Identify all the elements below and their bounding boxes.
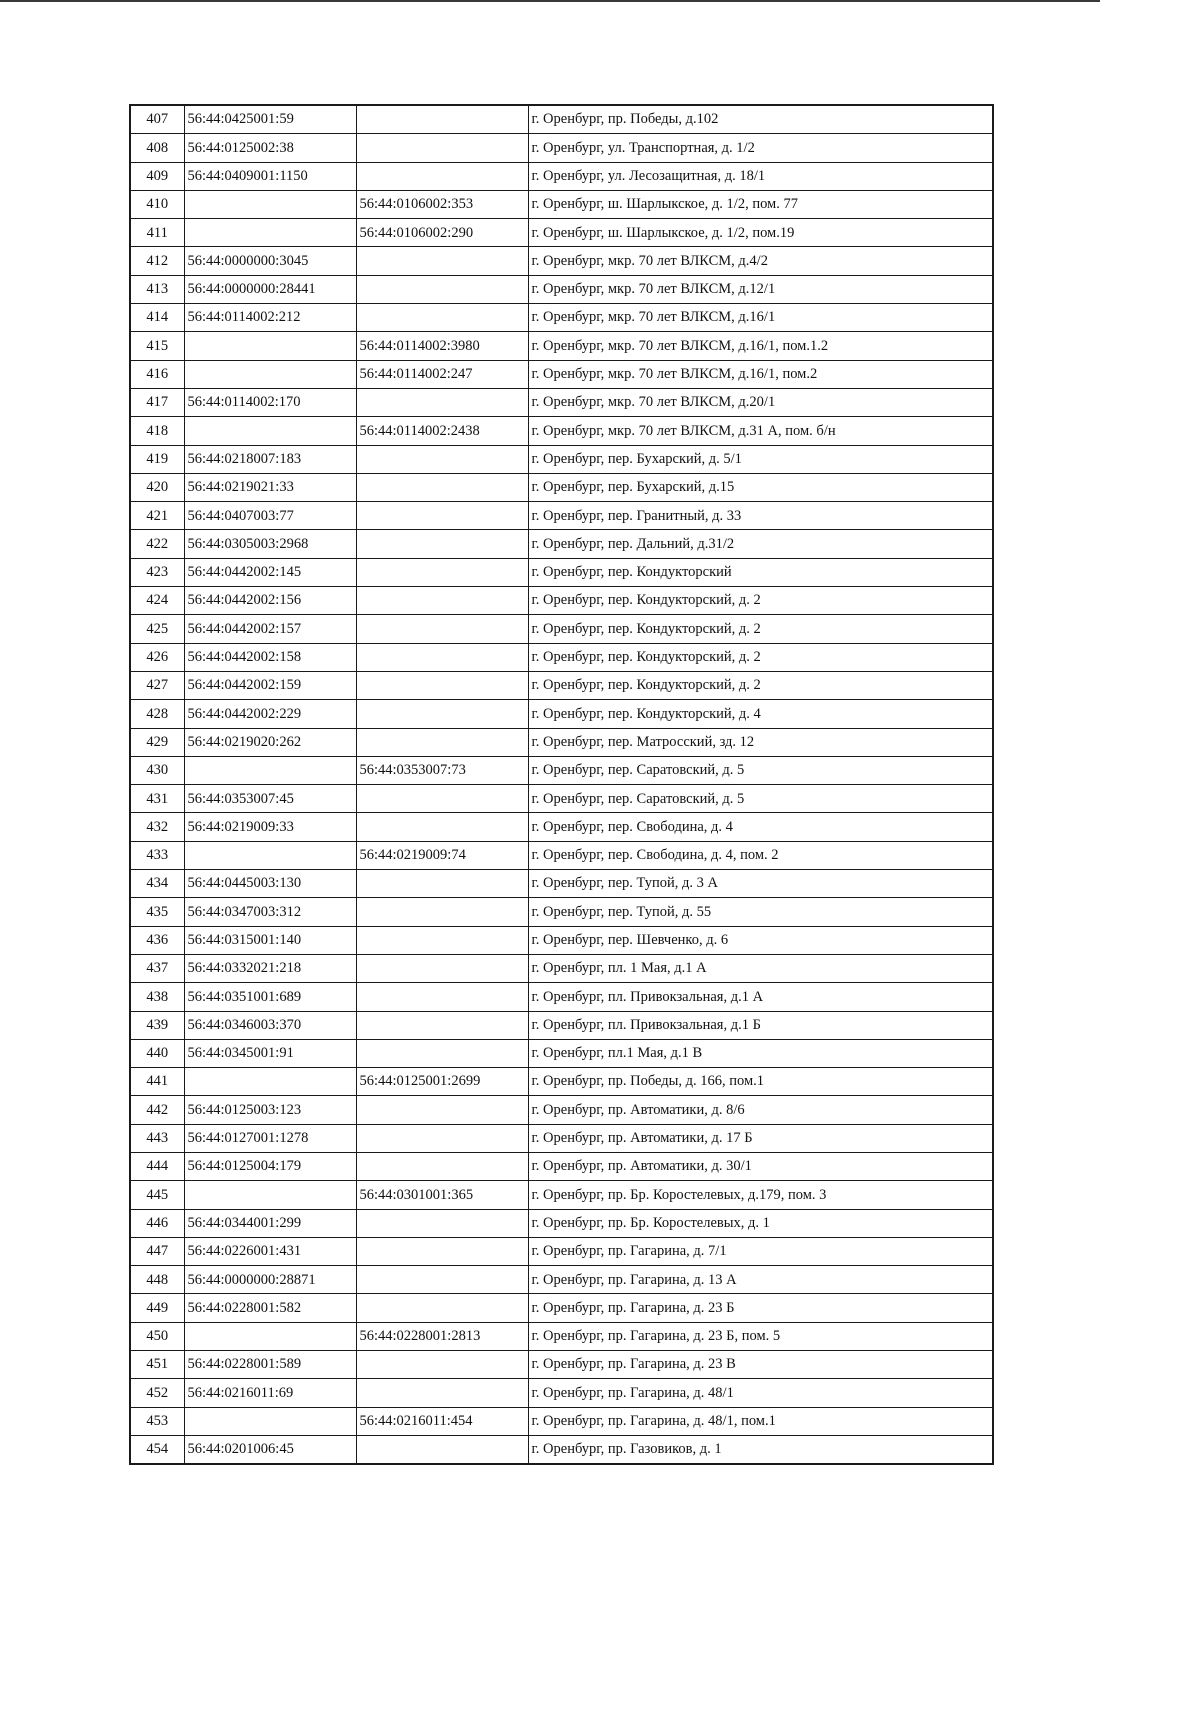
address-cell: г. Оренбург, мкр. 70 лет ВЛКСМ, д.16/1 — [528, 304, 993, 332]
address-cell: г. Оренбург, пер. Бухарский, д.15 — [528, 473, 993, 501]
cadastral-number-cell: 56:44:0442002:145 — [184, 558, 356, 586]
table-row — [130, 1152, 993, 1180]
table-row — [130, 983, 993, 1011]
premises-cadastral-number-cell — [356, 926, 528, 954]
address-cell: г. Оренбург, пр. Автоматики, д. 17 Б — [528, 1124, 993, 1152]
cadastral-number-cell: 56:44:0125004:179 — [184, 1152, 356, 1180]
premises-cadastral-number-cell — [356, 643, 528, 671]
row-number-cell: 414 — [130, 304, 184, 332]
table-body — [130, 105, 993, 1464]
cadastral-number-cell: 56:44:0114002:170 — [184, 388, 356, 416]
address-cell: г. Оренбург, пл.1 Мая, д.1 В — [528, 1039, 993, 1067]
address-cell: г. Оренбург, пр. Гагарина, д. 23 В — [528, 1351, 993, 1379]
cadastral-number-cell — [184, 417, 356, 445]
row-number-cell: 410 — [130, 190, 184, 218]
cadastral-number-cell: 56:44:0114002:212 — [184, 304, 356, 332]
address-cell: г. Оренбург, пер. Саратовский, д. 5 — [528, 756, 993, 784]
premises-cadastral-number-cell: 56:44:0106002:290 — [356, 219, 528, 247]
cadastral-number-cell: 56:44:0442002:157 — [184, 615, 356, 643]
table-row — [130, 1068, 993, 1096]
row-number-cell: 448 — [130, 1266, 184, 1294]
cadastral-number-cell — [184, 841, 356, 869]
row-number-cell: 441 — [130, 1068, 184, 1096]
table-row — [130, 219, 993, 247]
premises-cadastral-number-cell — [356, 445, 528, 473]
premises-cadastral-number-cell — [356, 898, 528, 926]
table-row — [130, 643, 993, 671]
address-cell: г. Оренбург, пер. Кондукторский, д. 4 — [528, 700, 993, 728]
address-cell: г. Оренбург, пр. Бр. Коростелевых, д. 1 — [528, 1209, 993, 1237]
table-row — [130, 700, 993, 728]
address-cell: г. Оренбург, пр. Гагарина, д. 48/1 — [528, 1379, 993, 1407]
table-row — [130, 1435, 993, 1464]
cadastral-number-cell: 56:44:0442002:159 — [184, 671, 356, 699]
row-number-cell: 438 — [130, 983, 184, 1011]
address-cell: г. Оренбург, пер. Тупой, д. 55 — [528, 898, 993, 926]
premises-cadastral-number-cell: 56:44:0216011:454 — [356, 1407, 528, 1435]
cadastral-number-cell: 56:44:0226001:431 — [184, 1237, 356, 1265]
address-cell: г. Оренбург, мкр. 70 лет ВЛКСМ, д.4/2 — [528, 247, 993, 275]
address-cell: г. Оренбург, пр. Гагарина, д. 23 Б, пом. 5 — [528, 1322, 993, 1350]
address-cell: г. Оренбург, пер. Кондукторский — [528, 558, 993, 586]
cadastral-number-cell: 56:44:0351001:689 — [184, 983, 356, 1011]
premises-cadastral-number-cell — [356, 671, 528, 699]
address-cell: г. Оренбург, пр. Автоматики, д. 8/6 — [528, 1096, 993, 1124]
premises-cadastral-number-cell — [356, 105, 528, 134]
address-cell: г. Оренбург, пер. Кондукторский, д. 2 — [528, 671, 993, 699]
table-row — [130, 954, 993, 982]
row-number-cell: 430 — [130, 756, 184, 784]
row-number-cell: 435 — [130, 898, 184, 926]
premises-cadastral-number-cell — [356, 813, 528, 841]
row-number-cell: 409 — [130, 162, 184, 190]
row-number-cell: 454 — [130, 1435, 184, 1464]
table-row — [130, 304, 993, 332]
address-cell: г. Оренбург, ул. Лесозащитная, д. 18/1 — [528, 162, 993, 190]
row-number-cell: 424 — [130, 587, 184, 615]
premises-cadastral-number-cell: 56:44:0114002:3980 — [356, 332, 528, 360]
premises-cadastral-number-cell — [356, 615, 528, 643]
cadastral-number-cell: 56:44:0216011:69 — [184, 1379, 356, 1407]
address-cell: г. Оренбург, пр. Гагарина, д. 7/1 — [528, 1237, 993, 1265]
premises-cadastral-number-cell: 56:44:0114002:2438 — [356, 417, 528, 445]
row-number-cell: 412 — [130, 247, 184, 275]
premises-cadastral-number-cell: 56:44:0114002:247 — [356, 360, 528, 388]
row-number-cell: 425 — [130, 615, 184, 643]
cadastral-number-cell: 56:44:0332021:218 — [184, 954, 356, 982]
address-cell: г. Оренбург, мкр. 70 лет ВЛКСМ, д.31 А, пом. б/н — [528, 417, 993, 445]
table-row — [130, 1266, 993, 1294]
row-number-cell: 446 — [130, 1209, 184, 1237]
table-row — [130, 388, 993, 416]
premises-cadastral-number-cell — [356, 473, 528, 501]
cadastral-number-cell: 56:44:0442002:229 — [184, 700, 356, 728]
premises-cadastral-number-cell — [356, 304, 528, 332]
premises-cadastral-number-cell — [356, 247, 528, 275]
table-row — [130, 558, 993, 586]
table-row — [130, 1124, 993, 1152]
address-cell: г. Оренбург, ш. Шарлыкское, д. 1/2, пом. 77 — [528, 190, 993, 218]
premises-cadastral-number-cell — [356, 700, 528, 728]
table-row — [130, 1294, 993, 1322]
row-number-cell: 422 — [130, 530, 184, 558]
premises-cadastral-number-cell: 56:44:0353007:73 — [356, 756, 528, 784]
table-row — [130, 870, 993, 898]
table-row — [130, 1379, 993, 1407]
table-row — [130, 728, 993, 756]
address-cell: г. Оренбург, пер. Кондукторский, д. 2 — [528, 587, 993, 615]
cadastral-number-cell: 56:44:0344001:299 — [184, 1209, 356, 1237]
table-row — [130, 417, 993, 445]
address-cell: г. Оренбург, пр. Бр. Коростелевых, д.179, пом. 3 — [528, 1181, 993, 1209]
table-row — [130, 502, 993, 530]
address-cell: г. Оренбург, пер. Матросский, зд. 12 — [528, 728, 993, 756]
address-cell: г. Оренбург, пл. 1 Мая, д.1 А — [528, 954, 993, 982]
premises-cadastral-number-cell — [356, 785, 528, 813]
address-cell: г. Оренбург, мкр. 70 лет ВЛКСМ, д.16/1, пом.2 — [528, 360, 993, 388]
cadastral-number-cell: 56:44:0425001:59 — [184, 105, 356, 134]
address-cell: г. Оренбург, пер. Бухарский, д. 5/1 — [528, 445, 993, 473]
row-number-cell: 449 — [130, 1294, 184, 1322]
row-number-cell: 429 — [130, 728, 184, 756]
address-cell: г. Оренбург, ул. Транспортная, д. 1/2 — [528, 134, 993, 162]
row-number-cell: 433 — [130, 841, 184, 869]
premises-cadastral-number-cell — [356, 502, 528, 530]
table-row — [130, 530, 993, 558]
cadastral-number-cell: 56:44:0409001:1150 — [184, 162, 356, 190]
premises-cadastral-number-cell — [356, 954, 528, 982]
cadastral-number-cell: 56:44:0345001:91 — [184, 1039, 356, 1067]
premises-cadastral-number-cell — [356, 530, 528, 558]
cadastral-number-cell: 56:44:0445003:130 — [184, 870, 356, 898]
premises-cadastral-number-cell: 56:44:0106002:353 — [356, 190, 528, 218]
page-top-rule — [0, 0, 1100, 2]
row-number-cell: 450 — [130, 1322, 184, 1350]
cadastral-number-cell — [184, 360, 356, 388]
row-number-cell: 434 — [130, 870, 184, 898]
row-number-cell: 413 — [130, 275, 184, 303]
table-row — [130, 1407, 993, 1435]
table-row — [130, 1011, 993, 1039]
address-cell: г. Оренбург, пер. Саратовский, д. 5 — [528, 785, 993, 813]
cadastral-number-cell: 56:44:0000000:28441 — [184, 275, 356, 303]
cadastral-number-cell: 56:44:0219021:33 — [184, 473, 356, 501]
table-row — [130, 445, 993, 473]
premises-cadastral-number-cell — [356, 1011, 528, 1039]
premises-cadastral-number-cell — [356, 388, 528, 416]
address-cell: г. Оренбург, пр. Гагарина, д. 48/1, пом.1 — [528, 1407, 993, 1435]
cadastral-number-cell: 56:44:0125002:38 — [184, 134, 356, 162]
address-cell: г. Оренбург, пер. Шевченко, д. 6 — [528, 926, 993, 954]
cadastral-number-cell — [184, 1407, 356, 1435]
premises-cadastral-number-cell: 56:44:0125001:2699 — [356, 1068, 528, 1096]
address-cell: г. Оренбург, мкр. 70 лет ВЛКСМ, д.12/1 — [528, 275, 993, 303]
cadastral-number-cell: 56:44:0228001:589 — [184, 1351, 356, 1379]
premises-cadastral-number-cell — [356, 275, 528, 303]
row-number-cell: 417 — [130, 388, 184, 416]
cadastral-number-cell — [184, 1181, 356, 1209]
table-row — [130, 247, 993, 275]
premises-cadastral-number-cell — [356, 587, 528, 615]
table-row — [130, 134, 993, 162]
address-cell: г. Оренбург, пер. Свободина, д. 4, пом. 2 — [528, 841, 993, 869]
cadastral-number-cell: 56:44:0346003:370 — [184, 1011, 356, 1039]
address-cell: г. Оренбург, пер. Кондукторский, д. 2 — [528, 615, 993, 643]
table-row — [130, 898, 993, 926]
table-row — [130, 1237, 993, 1265]
address-cell: г. Оренбург, пр. Гагарина, д. 13 А — [528, 1266, 993, 1294]
premises-cadastral-number-cell — [356, 1351, 528, 1379]
row-number-cell: 420 — [130, 473, 184, 501]
row-number-cell: 443 — [130, 1124, 184, 1152]
address-cell: г. Оренбург, пр. Автоматики, д. 30/1 — [528, 1152, 993, 1180]
table-row — [130, 105, 993, 134]
row-number-cell: 437 — [130, 954, 184, 982]
premises-cadastral-number-cell: 56:44:0301001:365 — [356, 1181, 528, 1209]
row-number-cell: 418 — [130, 417, 184, 445]
address-cell: г. Оренбург, пер. Свободина, д. 4 — [528, 813, 993, 841]
premises-cadastral-number-cell — [356, 1379, 528, 1407]
cadastral-number-cell: 56:44:0000000:3045 — [184, 247, 356, 275]
premises-cadastral-number-cell — [356, 870, 528, 898]
row-number-cell: 426 — [130, 643, 184, 671]
cadastral-number-cell — [184, 756, 356, 784]
row-number-cell: 436 — [130, 926, 184, 954]
table-row — [130, 1209, 993, 1237]
cadastral-number-cell: 56:44:0347003:312 — [184, 898, 356, 926]
row-number-cell: 428 — [130, 700, 184, 728]
premises-cadastral-number-cell: 56:44:0219009:74 — [356, 841, 528, 869]
row-number-cell: 419 — [130, 445, 184, 473]
premises-cadastral-number-cell — [356, 558, 528, 586]
table-row — [130, 841, 993, 869]
table-row — [130, 360, 993, 388]
row-number-cell: 453 — [130, 1407, 184, 1435]
row-number-cell: 411 — [130, 219, 184, 247]
cadastral-number-cell — [184, 190, 356, 218]
premises-cadastral-number-cell — [356, 1294, 528, 1322]
table-row — [130, 332, 993, 360]
row-number-cell: 423 — [130, 558, 184, 586]
row-number-cell: 427 — [130, 671, 184, 699]
cadastral-number-cell: 56:44:0442002:156 — [184, 587, 356, 615]
cadastral-number-cell: 56:44:0219020:262 — [184, 728, 356, 756]
address-cell: г. Оренбург, пр. Гагарина, д. 23 Б — [528, 1294, 993, 1322]
cadastral-number-cell: 56:44:0201006:45 — [184, 1435, 356, 1464]
cadastral-number-cell — [184, 1068, 356, 1096]
table-row — [130, 1096, 993, 1124]
premises-cadastral-number-cell — [356, 162, 528, 190]
address-cell: г. Оренбург, пл. Привокзальная, д.1 Б — [528, 1011, 993, 1039]
address-cell: г. Оренбург, пл. Привокзальная, д.1 А — [528, 983, 993, 1011]
premises-cadastral-number-cell — [356, 1237, 528, 1265]
premises-cadastral-number-cell — [356, 1124, 528, 1152]
premises-cadastral-number-cell — [356, 1152, 528, 1180]
address-cell: г. Оренбург, мкр. 70 лет ВЛКСМ, д.16/1, пом.1.2 — [528, 332, 993, 360]
row-number-cell: 421 — [130, 502, 184, 530]
row-number-cell: 431 — [130, 785, 184, 813]
table-row — [130, 473, 993, 501]
address-cell: г. Оренбург, пер. Гранитный, д. 33 — [528, 502, 993, 530]
cadastral-number-cell: 56:44:0407003:77 — [184, 502, 356, 530]
premises-cadastral-number-cell — [356, 1435, 528, 1464]
row-number-cell: 408 — [130, 134, 184, 162]
premises-cadastral-number-cell — [356, 134, 528, 162]
row-number-cell: 444 — [130, 1152, 184, 1180]
address-cell: г. Оренбург, пр. Победы, д. 166, пом.1 — [528, 1068, 993, 1096]
cadastral-number-cell: 56:44:0125003:123 — [184, 1096, 356, 1124]
cadastral-number-cell — [184, 1322, 356, 1350]
cadastral-number-cell: 56:44:0442002:158 — [184, 643, 356, 671]
property-table — [129, 104, 994, 1465]
row-number-cell: 447 — [130, 1237, 184, 1265]
address-cell: г. Оренбург, пр. Газовиков, д. 1 — [528, 1435, 993, 1464]
table-row — [130, 926, 993, 954]
row-number-cell: 415 — [130, 332, 184, 360]
row-number-cell: 416 — [130, 360, 184, 388]
premises-cadastral-number-cell — [356, 1039, 528, 1067]
cadastral-number-cell: 56:44:0315001:140 — [184, 926, 356, 954]
row-number-cell: 445 — [130, 1181, 184, 1209]
address-cell: г. Оренбург, пер. Дальний, д.31/2 — [528, 530, 993, 558]
table-row — [130, 587, 993, 615]
cadastral-number-cell: 56:44:0219009:33 — [184, 813, 356, 841]
address-cell: г. Оренбург, мкр. 70 лет ВЛКСМ, д.20/1 — [528, 388, 993, 416]
cadastral-number-cell: 56:44:0305003:2968 — [184, 530, 356, 558]
table-row — [130, 1351, 993, 1379]
address-cell: г. Оренбург, пер. Тупой, д. 3 А — [528, 870, 993, 898]
cadastral-number-cell — [184, 332, 356, 360]
table-row — [130, 162, 993, 190]
table-row — [130, 1181, 993, 1209]
table-row — [130, 275, 993, 303]
cadastral-number-cell: 56:44:0353007:45 — [184, 785, 356, 813]
table-row — [130, 615, 993, 643]
premises-cadastral-number-cell — [356, 1096, 528, 1124]
table-row — [130, 190, 993, 218]
cadastral-number-cell: 56:44:0228001:582 — [184, 1294, 356, 1322]
premises-cadastral-number-cell — [356, 728, 528, 756]
address-cell: г. Оренбург, пр. Победы, д.102 — [528, 105, 993, 134]
row-number-cell: 440 — [130, 1039, 184, 1067]
row-number-cell: 442 — [130, 1096, 184, 1124]
row-number-cell: 407 — [130, 105, 184, 134]
table-row — [130, 1039, 993, 1067]
premises-cadastral-number-cell: 56:44:0228001:2813 — [356, 1322, 528, 1350]
cadastral-number-cell: 56:44:0127001:1278 — [184, 1124, 356, 1152]
table-row — [130, 1322, 993, 1350]
cadastral-number-cell: 56:44:0000000:28871 — [184, 1266, 356, 1294]
premises-cadastral-number-cell — [356, 1209, 528, 1237]
row-number-cell: 452 — [130, 1379, 184, 1407]
address-cell: г. Оренбург, ш. Шарлыкское, д. 1/2, пом.19 — [528, 219, 993, 247]
row-number-cell: 439 — [130, 1011, 184, 1039]
table-row — [130, 671, 993, 699]
premises-cadastral-number-cell — [356, 1266, 528, 1294]
row-number-cell: 432 — [130, 813, 184, 841]
table-row — [130, 756, 993, 784]
cadastral-number-cell — [184, 219, 356, 247]
cadastral-number-cell: 56:44:0218007:183 — [184, 445, 356, 473]
table-row — [130, 785, 993, 813]
premises-cadastral-number-cell — [356, 983, 528, 1011]
address-cell: г. Оренбург, пер. Кондукторский, д. 2 — [528, 643, 993, 671]
table-row — [130, 813, 993, 841]
row-number-cell: 451 — [130, 1351, 184, 1379]
